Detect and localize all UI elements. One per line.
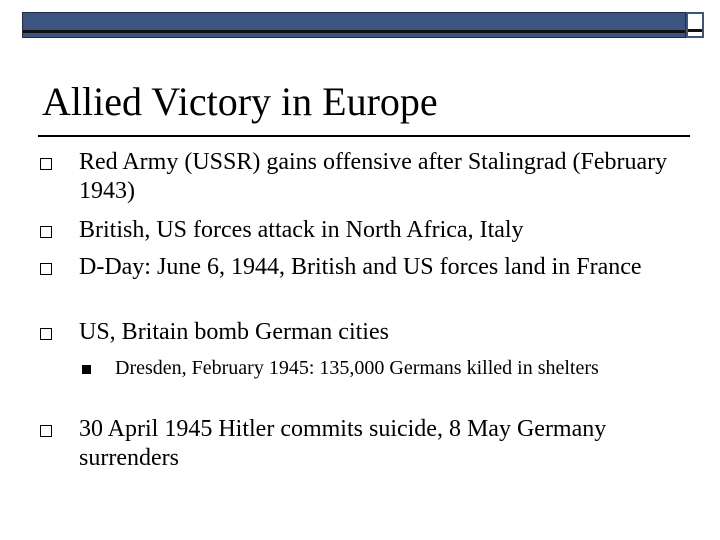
hollow-square-bullet-icon: [40, 425, 52, 437]
hollow-square-bullet-icon: [40, 328, 52, 340]
header-corner-box: [686, 12, 704, 38]
header-corner-stripe: [688, 29, 702, 32]
title-divider: [38, 135, 690, 137]
slide-title: Allied Victory in Europe: [42, 79, 438, 124]
filled-square-bullet-icon: [82, 365, 91, 374]
hollow-square-bullet-icon: [40, 226, 52, 238]
sub-bullet-text: Dresden, February 1945: 135,000 Germans killed in shelters: [115, 357, 599, 379]
bullet-text: Red Army (USSR) gains offensive after Stalingrad (February 1943): [79, 149, 668, 204]
header-bar-stripe: [23, 30, 685, 33]
hollow-square-bullet-icon: [40, 263, 52, 275]
bullet-text: 30 April 1945 Hitler commits suicide, 8 May Germany surrenders: [79, 416, 607, 471]
hollow-square-bullet-icon: [40, 158, 52, 170]
header-bar: [22, 12, 686, 38]
bullet-text: US, Britain bomb German cities: [79, 319, 389, 345]
bullet-text: D-Day: June 6, 1944, British and US forces land in France: [79, 254, 642, 280]
bullet-text: British, US forces attack in North Africa, Italy: [79, 217, 524, 243]
